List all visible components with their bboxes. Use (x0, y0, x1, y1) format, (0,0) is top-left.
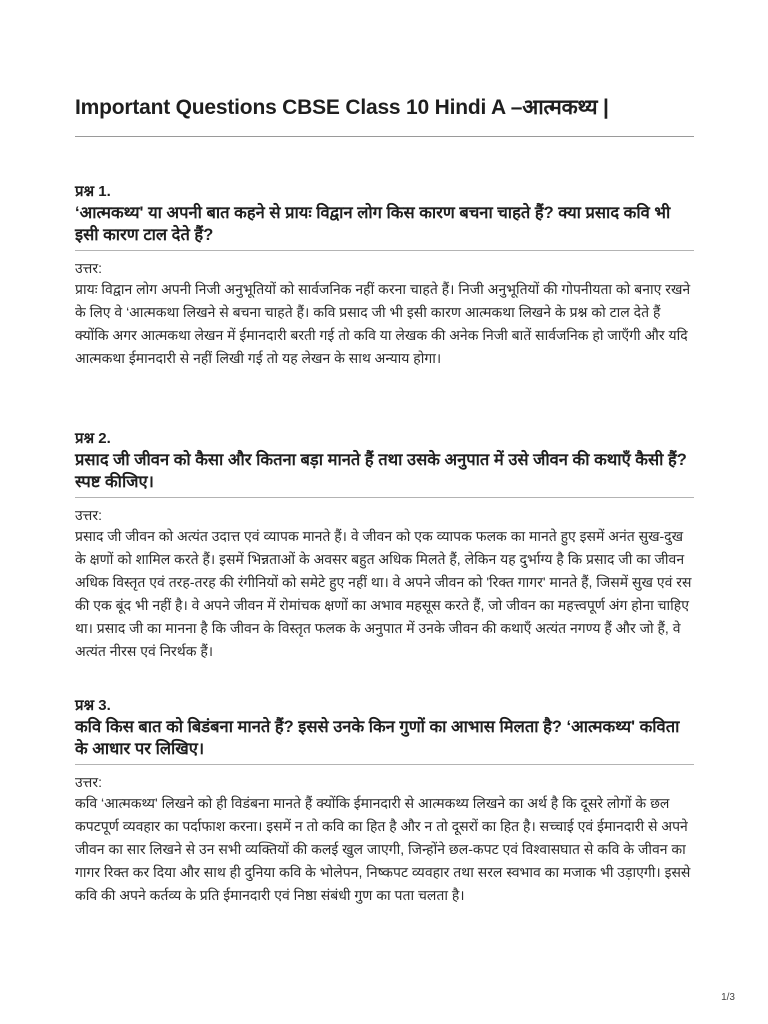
question-block-2 (75, 429, 694, 663)
question-divider (75, 497, 694, 498)
title-divider (75, 136, 694, 137)
answer-label: उत्तर: (75, 260, 102, 276)
question-block-3 (75, 696, 694, 907)
question-number: प्रश्न 2. (75, 430, 111, 447)
question-text: प्रसाद जी जीवन को कैसा और कितना बड़ा मानते हैं तथा उसके अनुपात में उसे जीवन की कथाएँ कैसी हैं? स्पष्ट कीजिए। (75, 451, 687, 491)
answer-label: उत्तर: (75, 507, 102, 523)
page-number: 1/3 (721, 992, 735, 1003)
page-title: Important Questions CBSE Class 10 Hindi A –आत्मकथ्य | (75, 96, 609, 119)
question-divider (75, 250, 694, 251)
question-text: कवि किस बात को बिडंबना मानते हैं? इससे उनके किन गुणों का आभास मिलता है? ‘आत्मकथ्य' कविता के आधार पर लिखिए। (75, 718, 680, 758)
answer-text: प्रायः विद्वान लोग अपनी निजी अनुभूतियों को सार्वजनिक नहीं करना चाहते हैं। निजी अनुभूतियों की गोपनीयता को बनाए रखने के लिए वे ‘आत्मकथा लिखने से बचना चाहते हैं। कवि प्रसाद जी भी इसी कारण आत्मकथा लिखने के प्रश्न को टाल देते हैं क्योंकि अगर आत्मकथा लेखन में ईमानदारी बरती गई तो कवि या लेखक की अनेक निजी बातें सार्वजनिक हो जाएँगी और यदि आत्मकथा ईमानदारी से नहीं लिखी गई तो यह लेखन के साथ अन्याय होगा। (75, 281, 691, 366)
question-text: ‘आत्मकथ्य' या अपनी बात कहने से प्रायः विद्वान लोग किस कारण बचना चाहते हैं? क्या प्रसाद कवि भी इसी कारण टाल देते हैं? (75, 204, 671, 244)
question-number: प्रश्न 1. (75, 183, 111, 200)
answer-text: प्रसाद जी जीवन को अत्यंत उदात्त एवं व्यापक मानते हैं। वे जीवन को एक व्यापक फलक का मानते हुए इसमें अनंत सुख-दुख के क्षणों को शामिल करते हैं। इसमें भिन्नताओं के अवसर बहुत अधिक मिलते हैं, लेकिन यह दुर्भाग्य है कि प्रसाद जी का जीवन अधिक विस्तृत एवं तरह-तरह की रंगीनियों को समेटे हुए नहीं था। वे अपने जीवन को 'रिक्त गागर' मानते हैं, जिसमें सुख एवं रस की एक बूंद भी नहीं है। वे अपने जीवन में रोमांचक क्षणों का अभाव महसूस करते हैं, जो जीवन का महत्त्वपूर्ण अंग होना चाहिए था। प्रसाद जी का मानना है कि जीवन के विस्तृत फलक के अनुपात में उनके जीवन की कथाएँ अत्यंत नगण्य हैं और जो हैं, वे अत्यंत नीरस एवं निरर्थक हैं। (75, 528, 692, 659)
answer-text: कवि ‘आत्मकथ्य' लिखने को ही विडंबना मानते हैं क्योंकि ईमानदारी से आत्मकथ्य लिखने का अर्थ है कि दूसरे लोगों के छल कपटपूर्ण व्यवहार का पर्दाफाश करना। इसमें न तो कवि का हित है और न तो दूसरों का हित है। सच्चाई एवं ईमानदारी से अपने जीवन का सार लिखने से उन सभी व्यक्तियों की कलई खुल जाएगी, जिन्होंने छल-कपट एवं विश्वासघात से कवि के जीवन का गागर रिक्त कर दिया और साथ ही दुनिया कवि के भोलेपन, निष्कपट व्यवहार तथा सरल स्वभाव का मजाक भी उड़ाएगी। इससे कवि की अपने कर्तव्य के प्रति ईमानदारी एवं निष्ठा संबंधी गुण का पता चलता है। (75, 795, 691, 903)
question-number: प्रश्न 3. (75, 697, 111, 714)
question-block-1 (75, 182, 694, 370)
answer-label: उत्तर: (75, 774, 102, 790)
question-divider (75, 764, 694, 765)
